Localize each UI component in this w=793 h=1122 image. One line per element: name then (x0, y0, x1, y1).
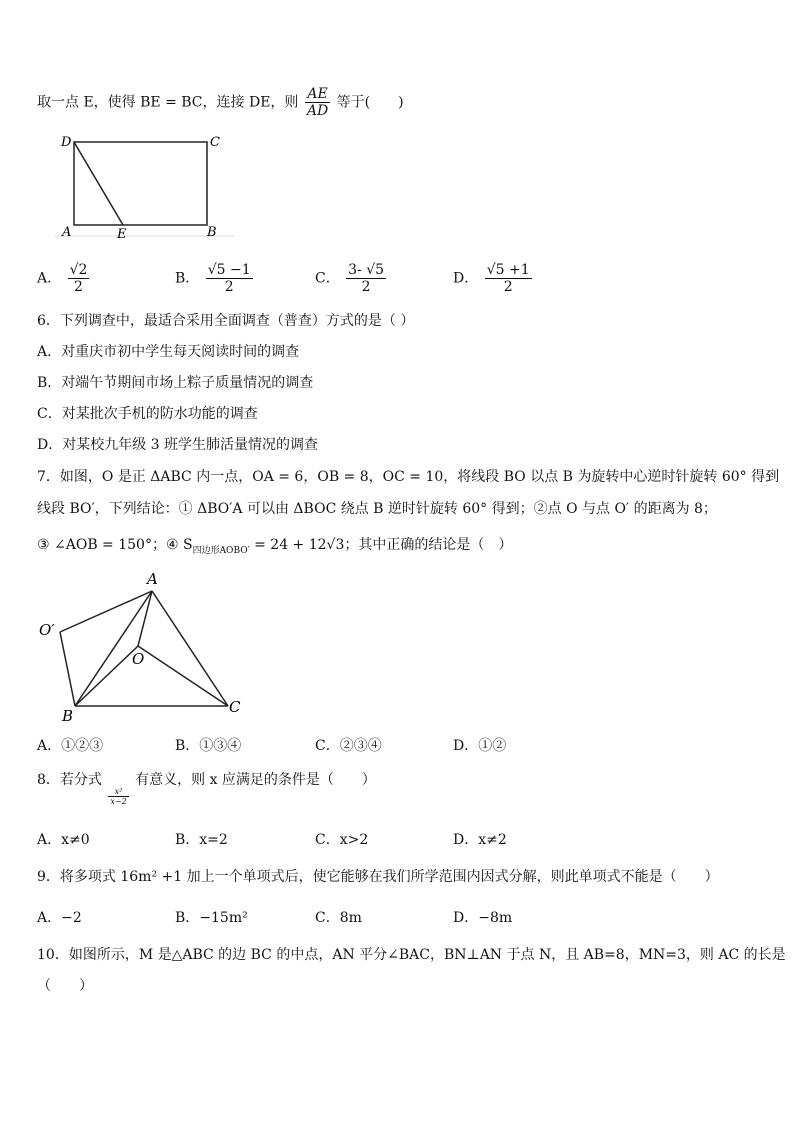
label-c: C (229, 698, 241, 716)
q8-option-b[interactable]: B．x=2 (175, 832, 228, 848)
q5-stem-end: 等于( ) (336, 94, 404, 111)
rect-abcd (74, 142, 207, 225)
label-c: C (210, 135, 220, 150)
label-e: E (117, 227, 127, 242)
q6-option-c[interactable]: C．对某批次手机的防水功能的调查 (37, 406, 258, 422)
q7-line-1: 7．如图，O 是正 ΔABC 内一点，OA = 6，OB = 8，OC = 10，将线段 BO 以点 B 为旋转中心逆时针旋转 60° 得到 (37, 469, 780, 485)
q10-line-1: 10．如图所示，M 是△ABC 的边 BC 的中点，AN 平分∠BAC，BN⊥AN 于点 N，且 AB=8，MN=3，则 AC 的长是 (37, 947, 786, 963)
q7-line-2: 线段 BO′，下列结论：① ΔBO′A 可以由 ΔBOC 绕点 B 逆时针旋转 60° 得到；②点 O 与点 O′ 的距离为 8； (37, 501, 717, 517)
segment-de (74, 142, 123, 225)
q7-option-a[interactable]: A．①②③ (37, 738, 104, 754)
q7-option-d[interactable]: D．①② (453, 738, 507, 754)
q9-option-d[interactable]: D．−8m (453, 910, 513, 926)
q5-opt-b-num: √5 −1 (207, 262, 251, 278)
q9-stem: 9．将多项式 16m² +1 加上一个单项式后，使它能够在我们所学范围内因式分解，则此单项式不能是（ ） (37, 869, 719, 885)
q7-line-3a: ③ ∠AOB = 150°；④ S (37, 537, 193, 553)
segment-oc (138, 646, 228, 706)
segment-ob (75, 646, 138, 706)
q6-option-d[interactable]: D．对某校九年级 3 班学生肺活量情况的调查 (37, 437, 319, 453)
label-o: O (132, 650, 145, 668)
q8-frac-num: x² (108, 787, 128, 797)
label-d: D (61, 135, 72, 150)
label-a: A (62, 225, 72, 240)
q5-opt-d-key: D． (453, 270, 479, 287)
q7-triangle-figure (35, 568, 250, 728)
q10-line-2: （ ） (37, 978, 93, 994)
q5-option-a[interactable] (37, 262, 91, 295)
q8-stem-a: 8．若分式 (37, 772, 102, 788)
label-a: A (147, 570, 158, 588)
label-o-prime: O′ (39, 621, 55, 639)
q5-option-d[interactable] (453, 262, 534, 295)
q5-frac-den: AD (306, 103, 329, 119)
q7-option-b[interactable]: B．①③④ (175, 738, 242, 754)
q7-subscript: 四边形AOBO′ (192, 545, 250, 556)
q5-opt-d-den: 2 (503, 279, 513, 295)
side-ac (152, 591, 228, 706)
q8-option-d[interactable]: D．x≠2 (453, 832, 507, 848)
q5-opt-c-den: 2 (361, 279, 371, 295)
segment-oa (138, 591, 152, 646)
q7-line-3b: = 24 + 12√3；其中正确的结论是（ ） (249, 537, 513, 553)
q8-frac-den: x−2 (110, 797, 127, 806)
q8-stem (37, 770, 376, 806)
q5-rectangle-figure (55, 128, 245, 243)
q5-stem-text: 取一点 E，使得 BE = BC，连接 DE，则 (37, 94, 299, 111)
q5-opt-b-den: 2 (224, 279, 234, 295)
q9-option-b[interactable]: B．−15m² (175, 910, 248, 926)
q5-opt-c-key: C． (315, 270, 340, 287)
q5-option-c[interactable] (315, 262, 388, 295)
q7-option-c[interactable]: C．②③④ (315, 738, 382, 754)
q5-opt-a-key: A． (37, 270, 62, 287)
q6-option-a[interactable]: A．对重庆市初中学生每天阅读时间的调查 (37, 344, 300, 360)
q8-fraction (108, 787, 128, 806)
q6-stem: 6．下列调查中，最适合采用全面调查（普查）方式的是（ ） (37, 313, 415, 329)
label-b: B (207, 225, 217, 240)
q5-frac-num: AE (305, 86, 330, 103)
q5-opt-c-num: 3- √5 (348, 262, 385, 278)
q9-option-c[interactable]: C．8m (315, 910, 362, 926)
q6-option-b[interactable]: B．对端午节期间市场上粽子质量情况的调查 (37, 375, 314, 391)
q5-opt-d-num: √5 +1 (486, 262, 530, 278)
q9-option-a[interactable]: A．−2 (37, 910, 82, 926)
q5-option-b[interactable] (175, 262, 255, 295)
segment-o-prime-b (60, 632, 75, 706)
q5-opt-a-den: 2 (74, 279, 83, 295)
q8-option-c[interactable]: C．x>2 (315, 832, 369, 848)
q5-opt-b-key: B． (175, 270, 200, 287)
q5-fraction (305, 86, 330, 119)
q8-option-a[interactable]: A．x≠0 (37, 832, 90, 848)
q5-opt-a-num: √2 (69, 262, 88, 278)
q7-line-3 (37, 535, 512, 561)
q5-stem (37, 86, 404, 119)
q8-stem-b: 有意义，则 x 应满足的条件是（ ） (135, 772, 376, 788)
label-b: B (62, 707, 74, 725)
